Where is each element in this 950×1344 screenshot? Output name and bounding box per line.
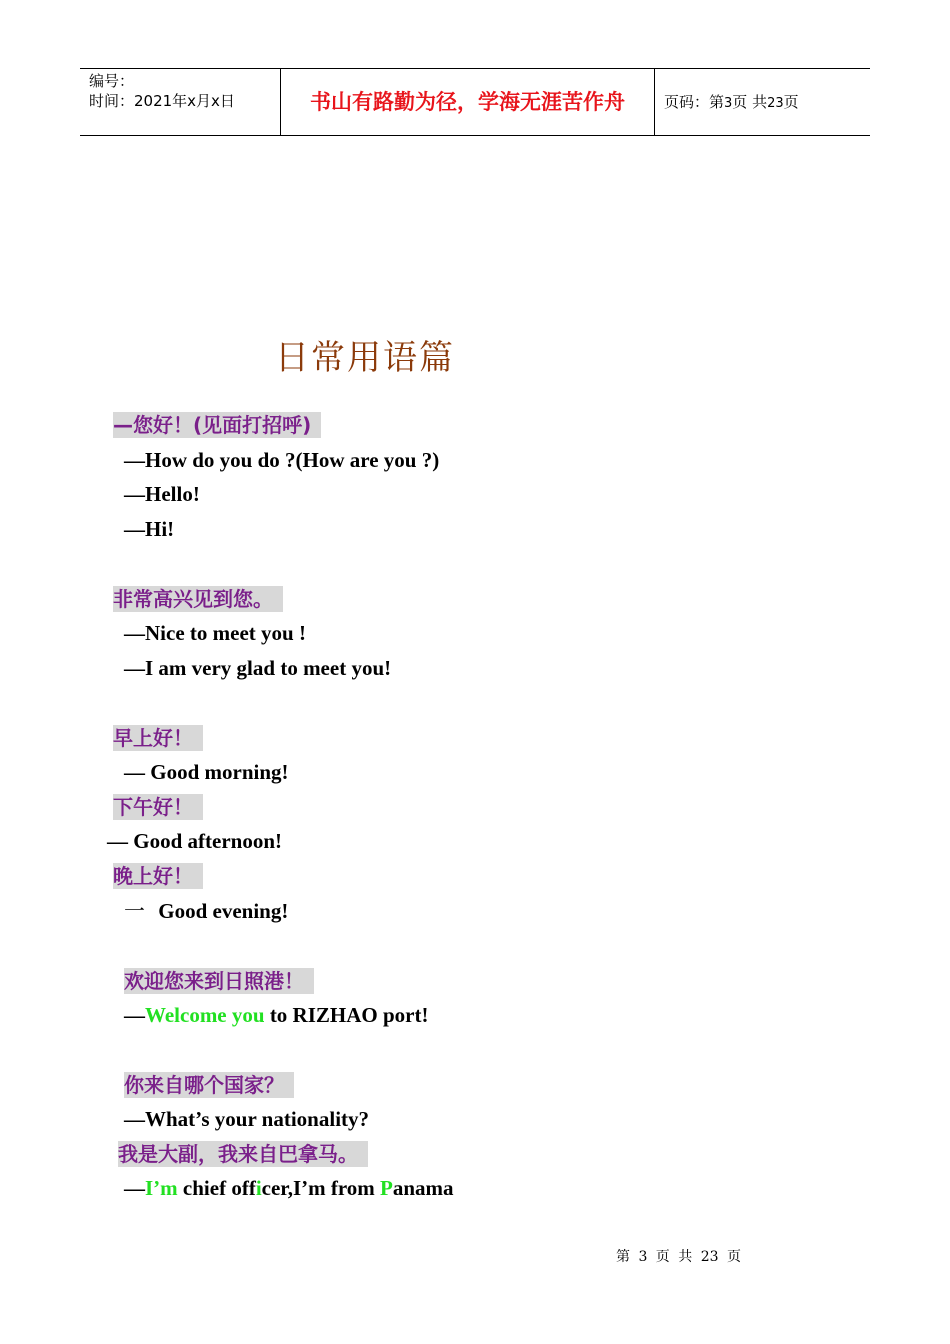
header-motto: 书山有路勤为径，学海无涯苦作舟 <box>281 69 655 135</box>
officer-text-2: cer,I’m from <box>261 1176 381 1200</box>
evening-heading: 晚上好！ <box>113 863 203 889</box>
welcome-dash: — <box>124 1003 145 1027</box>
greeting-line-1: —How do you do ?(How are you ?) <box>124 448 440 472</box>
morning-heading: 早上好！ <box>113 725 203 751</box>
officer-line <box>124 1175 454 1201</box>
page-header <box>80 68 870 136</box>
nationality-line: —What’s your nationality? <box>124 1107 370 1131</box>
page-total: 23 <box>767 96 784 111</box>
page-prefix: 页码：第 <box>664 93 725 111</box>
evening-text: Good evening! <box>158 899 289 923</box>
officer-heading: 我是大副，我来自巴拿马。 <box>118 1141 368 1167</box>
greeting-heading: —您好！(见面打招呼) <box>113 412 321 438</box>
officer-green-3: P <box>380 1176 393 1200</box>
header-meta <box>80 69 281 135</box>
page-title: 日常用语篇 <box>275 338 455 378</box>
page-suffix: 页 <box>783 93 799 111</box>
officer-text-3: anama <box>392 1176 454 1200</box>
welcome-heading: 欢迎您来到日照港！ <box>124 968 314 994</box>
officer-text-1: chief off <box>177 1176 256 1200</box>
nice-meet-heading: 非常高兴见到您。 <box>113 586 283 612</box>
officer-green-1: I’m <box>145 1176 178 1200</box>
nationality-heading: 你来自哪个国家？ <box>124 1072 294 1098</box>
greeting-line-2: —Hello! <box>124 482 200 506</box>
header-page-info <box>655 69 870 135</box>
afternoon-heading: 下午好！ <box>113 794 203 820</box>
time-label: 时间：2021年x月x日 <box>89 92 235 110</box>
page-number: 3 <box>724 96 733 111</box>
nice-meet-line-2: —I am very glad to meet you! <box>124 656 392 680</box>
welcome-line <box>124 1002 428 1028</box>
welcome-rest: to RIZHAO port! <box>264 1003 429 1027</box>
officer-dash: — <box>124 1176 145 1200</box>
officer-green-2: i <box>255 1176 262 1200</box>
morning-line: — Good morning! <box>124 760 289 784</box>
page-footer: 第 3 页 共 23 页 <box>616 1249 741 1265</box>
code-label: 编号： <box>89 72 135 90</box>
page-mid: 页 共 <box>732 93 768 111</box>
afternoon-line: — Good afternoon! <box>107 829 282 853</box>
nice-meet-line-1: —Nice to meet you ! <box>124 621 306 645</box>
evening-dash: 一 <box>124 899 145 923</box>
evening-line <box>124 898 288 924</box>
welcome-green: Welcome you <box>145 1003 265 1027</box>
greeting-line-3: —Hi! <box>124 517 175 541</box>
